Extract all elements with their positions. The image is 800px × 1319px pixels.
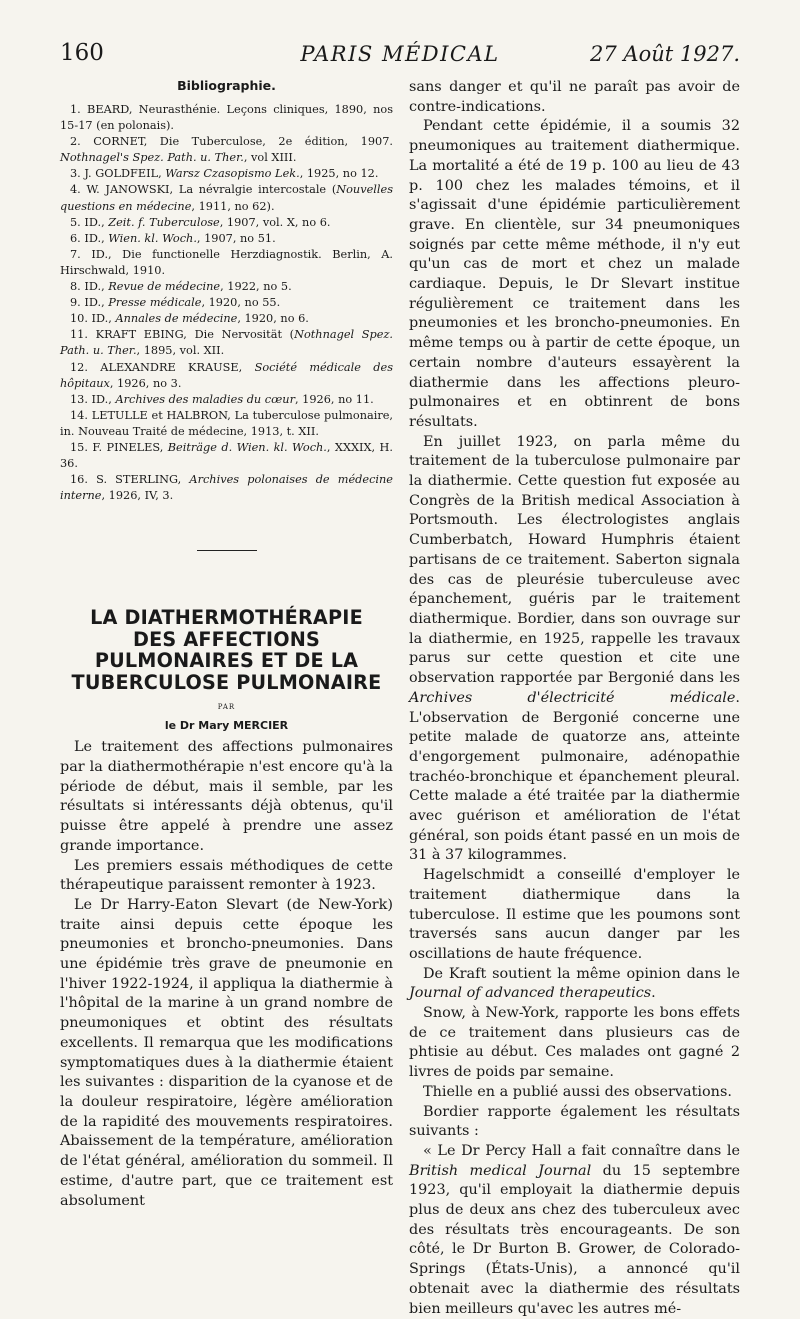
bibliography-entry: 11. KRAFT EBING, Die Nervosität (Nothnagel Spez. Path. u. Ther., 1895, vol. XII. xyxy=(60,328,393,358)
bibliography-entry: 15. F. PINELES, Beiträge d. Wien. kl. Woch., XXXIX, H. 36. xyxy=(60,440,393,471)
italic-title: Journal of advanced therapeutics xyxy=(409,985,652,1002)
article-title-line: TUBERCULOSE PULMONAIRE xyxy=(71,670,382,694)
byline-par: PAR xyxy=(217,703,236,712)
bibliography-entry: 16. S. STERLING, Archives polonaises de médecine interne, 1926, IV, 3. xyxy=(60,473,393,503)
bibliography-entry: 12. ALEXANDRE KRAUSE, Société médicale des hôpitaux, 1926, no 3. xyxy=(60,360,394,390)
bibliography-entry: 9. ID., Presse médicale, 1920, no 55. xyxy=(70,296,281,310)
right-column xyxy=(409,78,740,1319)
bibliography-source: Archives polonaises de médecine interne xyxy=(60,473,393,503)
running-header xyxy=(60,40,740,74)
bibliography-source: Zeit. f. Tuberculose xyxy=(108,215,220,229)
article-title xyxy=(60,607,393,693)
bibliography-entry: 6. ID., Wien. kl. Woch., 1907, no 51. xyxy=(70,231,276,245)
bibliography-entry: 14. LETULLE et HALBRON, La tuberculose pulmonaire, in. Nouveau Traité de médecine, 1913, t. XII. xyxy=(60,408,393,438)
bibliography-source: Warsz Czasopismo Lek. xyxy=(165,167,300,181)
bibliography-source: Beiträge d. Wien. kl. Woch. xyxy=(167,440,327,454)
bibliography-list xyxy=(60,102,393,504)
bibliography-entry: 13. ID., Archives des maladies du cœur, 1926, no 11. xyxy=(70,392,374,406)
body-paragraph: Bordier rapporte également les résultats suivants : xyxy=(409,1103,740,1140)
bibliography-source: Annales de médecine xyxy=(115,312,238,326)
article-title-line: LA DIATHERMOTHÉRAPIE xyxy=(90,606,363,630)
bibliography-entry: 4. W. JANOWSKI, La névralgie intercostale (Nouvelles questions en médecine, 1911, no 62). xyxy=(60,183,393,213)
italic-title: Archives d'électricité médicale xyxy=(409,689,736,706)
bibliography-entry: 1. BEARD, Neurasthénie. Leçons cliniques, 1890, nos 15-17 (en polonais). xyxy=(60,103,393,133)
body-paragraph: Les premiers essais méthodiques de cette thérapeutique paraissent remonter à 1923. xyxy=(60,857,393,894)
bibliography-entry: 7. ID., Die functionelle Herzdiagnostik. Berlin, A. Hirschwald, 1910. xyxy=(60,247,393,277)
left-column xyxy=(60,78,393,1211)
bibliography-entry: 10. ID., Annales de médecine, 1920, no 6. xyxy=(70,312,309,326)
article-title-line: DES AFFECTIONS xyxy=(132,627,320,651)
bibliography-source: Nothnagel Spez. Path. u. Ther. xyxy=(60,328,393,358)
byline-author: le Dr Mary MERCIER xyxy=(164,719,289,733)
body-paragraph: En juillet 1923, on parla même du traitement de la tuberculose pulmonaire par la diathermie. Cette question fut exposée au Congrès de la British medical Association à Portsmouth. Les électrologistes anglais Cumberbatch, Howard Humphris étaient partisans de ce traitement. Saberton signala des cas de pleurésie tuberculeuse avec épanchement, guéris par le traitement diathermique. Bordier, dans son ouvrage sur la diathermie, en 1925, rappelle les travaux parus sur cette question et cite une observation rapportée par Bergonié dans les Archives d'électricité médicale. L'observation de Bergonié concerne une petite malade de quatorze ans, atteinte d'engorgement pulmonaire, adénopathie trachéo-bronchique et épanchement pleural. Cette malade a été traitée par la diathermie avec guérison et amélioration de l'état général, son poids étant passé en un mois de 31 à 37 kilogrammes. xyxy=(409,433,740,864)
body-paragraph: Le traitement des affections pulmonaires par la diathermothérapie n'est encore qu'à la période de début, mais il semble, par les résultats si intéressants déjà obtenus, qu'il puisse être appelé à prendre une assez grande importance. xyxy=(60,739,393,854)
italic-title: British medical Journal xyxy=(409,1162,592,1179)
bibliography-entry: 5. ID., Zeit. f. Tuberculose, 1907, vol. X, no 6. xyxy=(70,215,331,229)
journal-title: PARIS MÉDICAL xyxy=(300,42,500,66)
bibliography-source: Société médicale des hôpitaux xyxy=(60,360,394,390)
section-divider xyxy=(197,550,257,551)
body-paragraph: De Kraft soutient la même opinion dans le Journal of advanced therapeutics. xyxy=(409,965,740,1002)
bibliography-heading: Bibliographie. xyxy=(177,78,276,93)
bibliography-source: Presse médicale xyxy=(108,296,202,310)
body-paragraph: Hagelschmidt a conseillé d'employer le traitement diathermique dans la tuberculose. Il estime que les poumons sont traversés sans aucun danger par les oscillations de haute fréquence. xyxy=(409,867,740,962)
page-number: 160 xyxy=(60,40,104,66)
bibliography-entry: 8. ID., Revue de médecine, 1922, no 5. xyxy=(70,280,292,294)
body-paragraph: Thielle en a publié aussi des observations. xyxy=(423,1083,732,1100)
body-paragraph: Le Dr Harry-Eaton Slevart (de New-York) traite ainsi depuis cette époque les pneumonies et broncho-pneumonies. Dans une épidémie très grave de pneumonie en l'hiver 1922-1924, il appliqua la diathermie à l'hôpital de la marine à un grand nombre de pneumoniques et obtint des résultats excellents. Il remarqua que les modifications symptomatiques dues à la diathermie étaient les suivantes : disparition de la cyanose et de la douleur respiratoire, légère amélioration de la rapidité des mouvements respiratoires. Abaissement de la température, amélioration de l'état général, amélioration du sommeil. Il estime, d'autre part, que ce traitement est absolument xyxy=(60,896,393,1209)
issue-date: 27 Août 1927. xyxy=(590,42,740,66)
bibliography-source: Revue de médecine xyxy=(108,280,221,294)
bibliography-source: Archives des maladies du cœur xyxy=(115,392,295,406)
bibliography-source: Nouvelles questions en médecine xyxy=(60,183,393,213)
bibliography-source: Nothnagel's Spez. Path. u. Ther. xyxy=(60,151,244,165)
body-paragraph: Snow, à New-York, rapporte les bons effets de ce traitement dans plusieurs cas de phtisie au début. Ces malades ont gagné 2 livres de poids par semaine. xyxy=(409,1005,740,1081)
bibliography-entry: 2. CORNET, Die Tuberculose, 2e édition, 1907. Nothnagel's Spez. Path. u. Ther., vol XIII. xyxy=(60,135,393,165)
body-paragraph: sans danger et qu'il ne paraît pas avoir de contre-indications. xyxy=(409,79,740,115)
body-paragraph: Pendant cette épidémie, il a soumis 32 pneumoniques au traitement diathermique. La mortalité a été de 19 p. 100 au lieu de 43 p. 100 chez les malades témoins, et il s'agissait d'une épidémie particulièrement grave. En clientèle, sur 34 pneumoniques soignés par cette même méthode, il n'y eut qu'un cas de mort et chez un malade cardiaque. Depuis, le Dr Slevart institue régulièrement ce traitement dans les pneumonies et les broncho-pneumonies. En même temps ou à partir de cette époque, un certain nombre d'auteurs essayèrent la diathermie dans les affections pleuro-pulmonaires et en obtinrent de bons résultats. xyxy=(409,118,740,430)
bibliography-entry: 3. J. GOLDFEIL, Warsz Czasopismo Lek., 1925, no 12. xyxy=(70,167,379,181)
bibliography-source: Wien. kl. Woch. xyxy=(108,231,197,245)
article-title-line: PULMONAIRES ET DE LA xyxy=(94,649,359,673)
body-paragraph: « Le Dr Percy Hall a fait connaître dans le British medical Journal du 15 septembre 1923, qu'il employait la diathermie depuis plus de deux ans chez des tuberculeux avec des résultats très encourageants. De son côté, le Dr Burton B. Grower, de Colorado-Springs (États-Unis), a annoncé qu'il obtenait avec la diathermie des résultats bien meilleurs qu'avec les autres mé- xyxy=(409,1142,740,1317)
